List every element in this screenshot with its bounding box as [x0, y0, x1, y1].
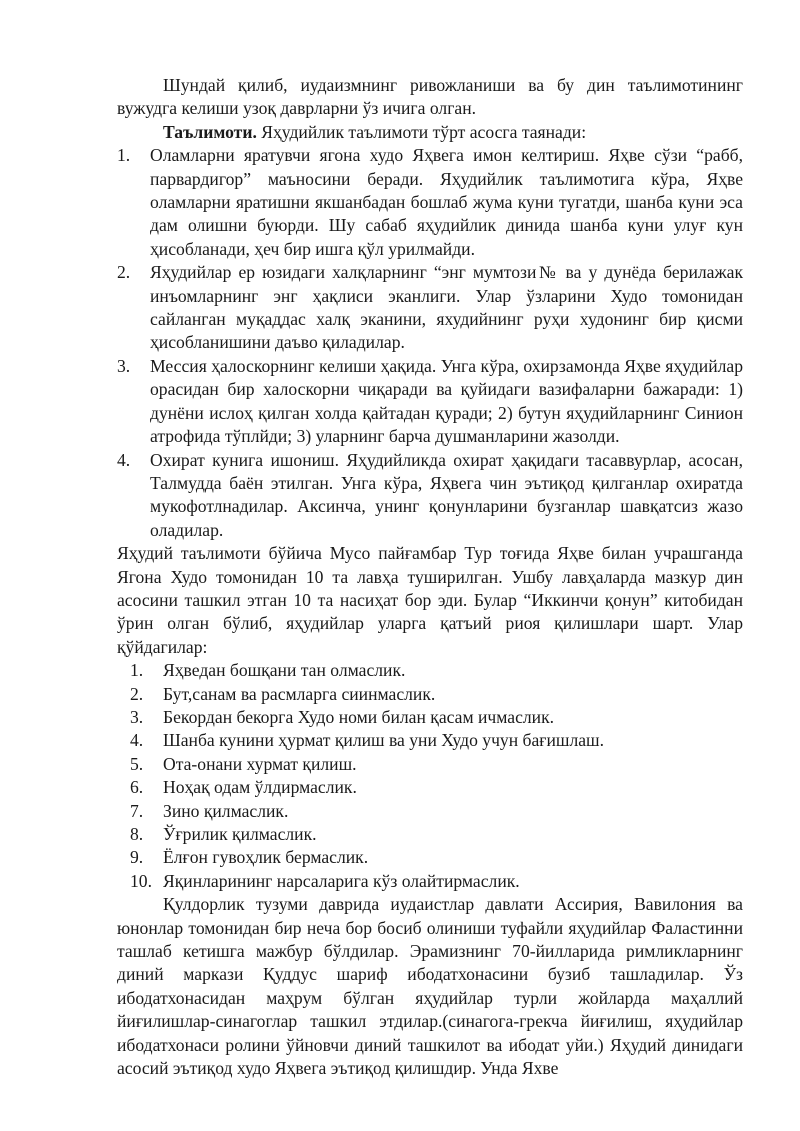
list-text: Бут,санам ва расмларга сиинмаслик.: [163, 683, 436, 704]
list-text: Оламларни яратувчи ягона худо Яҳвега имон келтириш. Яҳве сўзи “рабб, парвардигор” маъносини беради. Яҳудийлик таълимотига кўра, Яҳве оламларни яратишни якшанбадан бошлаб жума куни тугатди, шанба куни эса дам олишни буюрди. Шу сабаб яҳудийлик динида шанба куни улуғ кун ҳисобланади, ҳеч бир ишга қўл урилмайди.: [150, 145, 743, 259]
list-text: Ота-онани хурмат қилиш.: [163, 753, 357, 774]
list-number: 5.: [130, 753, 144, 774]
list-text: Бекордан бекорга Худо номи билан қасам ичмаслик.: [163, 706, 555, 727]
list-item: [117, 683, 743, 706]
intro-paragraph: Шундай қилиб, иудаизмнинг ривожланиши ва бу дин таълимотининг вужудга келиши узоқ даврларни ўз ичига олган.: [117, 75, 743, 119]
list-text: Шанба кунини ҳурмат қилиш ва уни Худо учун бағишлаш.: [163, 730, 605, 751]
list-text: Яқинларининг нарсаларига кўз олайтирмаслик.: [163, 870, 520, 891]
list-item: [117, 261, 743, 355]
list-number: 3.: [117, 355, 131, 376]
list-item: [117, 846, 743, 869]
commandments-list: [117, 659, 743, 893]
list-number: 6.: [130, 777, 144, 798]
list-text: Ноҳақ одам ўлдирмаслик.: [163, 777, 357, 798]
list-text: Яҳудийлар ер юзидаги халқларнинг “энг мумтози№ ва у дунёда берилажак инъомларнинг энг ҳақлиси эканлиги. Улар ўзларини Худо томонидан сайланган муқаддас халқ эканини, яхудийнинг руҳи худонинг бир қисми ҳисобланишини даъво қиладилар.: [150, 262, 743, 353]
teaching-heading: Таълимоти.: [163, 121, 257, 142]
list-text: Яҳведан бошқани тан олмаслик.: [163, 660, 406, 681]
list-number: 8.: [130, 824, 144, 844]
teaching-paragraph: [117, 121, 743, 144]
list-number: 1.: [130, 660, 144, 681]
list-item: [117, 706, 743, 729]
list-item: [117, 355, 743, 449]
list-item: [117, 144, 743, 261]
list-number: 7.: [130, 800, 144, 821]
commandments-intro-paragraph: Яҳудий таълимоти бўйича Мусо пайғамбар Тур тоғида Яҳве билан учрашганда Ягона Худо томонидан 10 та лавҳа туширилган. Ушбу лавҳаларда мазкур дин асосини ташкил этган 10 та насиҳат бор эди. Булар “Иккинчи қонун” китобидан ўрин олган бўлиб, яҳудийлар уларга қатъий риоя қилишлари шарт. Улар қўйдагилар:: [117, 543, 743, 657]
list-item: [117, 729, 743, 752]
list-item: [117, 823, 743, 846]
list-item: [117, 449, 743, 543]
list-item: [117, 659, 743, 682]
list-item: [117, 800, 743, 823]
list-number: 4.: [130, 730, 144, 751]
list-text: Ўғрилик қилмаслик.: [163, 824, 317, 844]
document-page: [117, 0, 743, 1080]
list-number: 1.: [117, 145, 131, 166]
list-item: [117, 776, 743, 799]
list-item: [117, 870, 743, 893]
list-number: 3.: [130, 706, 144, 727]
list-item: [117, 753, 743, 776]
foundations-list: [117, 144, 743, 542]
list-number: 2.: [117, 262, 131, 283]
list-number: 2.: [130, 683, 144, 704]
list-number: 10.: [130, 870, 152, 891]
list-text: Зино қилмаслик.: [163, 800, 289, 821]
list-text: Ёлғон гувоҳлик бермаслик.: [163, 847, 369, 868]
teaching-text: Яҳудийлик таълимоти тўрт асосга таянади:: [256, 121, 587, 142]
list-number: 4.: [117, 449, 131, 470]
list-number: 9.: [130, 847, 144, 868]
history-paragraph: Қулдорлик тузуми даврида иудаистлар давлати Ассирия, Вавилония ва юнонлар томонидан бир неча бор босиб олиниши туфайли яҳудийлар Фаластинни ташлаб кетишга мажбур бўлдилар. Эрамизнинг 70-йилларида римликларнинг диний маркази Қуддус шариф ибодатхонасини бузиб ташладилар. Ўз ибодатхонасидан маҳрум бўлган яҳудийлар турли жойларда маҳаллий йиғилишлар-синагоглар ташкил этдилар.(синагога-грекча йиғилиш, яҳудийлар ибодатхонаси ролини ўйновчи диний ташкилот ва ибодат уйи.) Яҳудий динидаги асосий эътиқод худо Яҳвега эътиқод қилишдир. Унда Яхве: [117, 894, 743, 1079]
list-text: Охират кунига ишониш. Яҳудийликда охират ҳақидаги тасаввурлар, асосан, Талмудда баён этилган. Унга кўра, Яҳвега чин эътиқод қилганлар охиратда мукофотлнадилар. Аксинча, унинг қонунларини бузганлар шавқатсиз жазо оладилар.: [150, 449, 743, 540]
list-text: Мессия ҳалоскорнинг келиши ҳақида. Унга кўра, охирзамонда Яҳве яҳудийлар орасидан бир халоскорни чиқаради ва қуйидаги вазифаларни бажаради: 1) дунёни ислоҳ қилган холда қайтадан қуради; 2) бутун яҳудийларнинг Синион атрофида тўплйди; 3) уларнинг барча душманларини жазолди.: [150, 355, 743, 447]
